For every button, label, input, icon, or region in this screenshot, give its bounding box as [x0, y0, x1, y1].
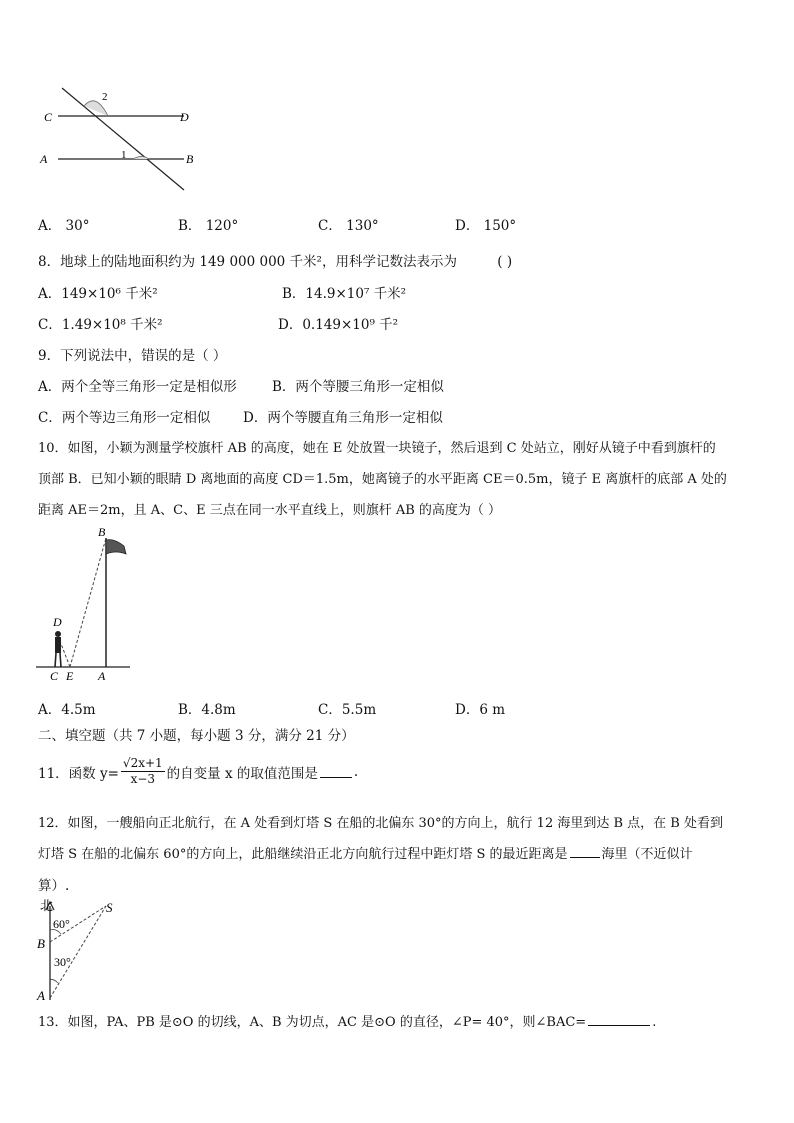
option-text: 6 m — [479, 702, 506, 718]
label-angle-1: 1 — [121, 149, 127, 161]
option-text: 两个等腰直角三角形一定相似 — [267, 410, 443, 426]
label-s: S — [106, 900, 113, 915]
section-heading: 二、填空题（共 7 小题，每小题 3 分，满分 21 分） — [38, 728, 355, 744]
q8-stem-text: 8．地球上的陆地面积约为 149 000 000 千米²，用科学记数法表示为 — [38, 254, 457, 270]
option-letter: A． — [38, 286, 62, 302]
label-a: A — [98, 669, 106, 683]
q10-line-3: 距离 AE＝2m，且 A、C、E 三点在同一水平直线上，则旗杆 AB 的高度为（ ） — [38, 503, 502, 518]
label-b: B — [186, 152, 194, 166]
option-text: 130° — [346, 218, 379, 234]
option-text: 4.8m — [201, 702, 236, 718]
option-text: 两个等腰三角形一定相似 — [295, 379, 444, 395]
reflection-ray-eb — [70, 538, 106, 667]
q9-option-b[interactable] — [272, 375, 444, 395]
option-text: 两个全等三角形一定是相似形 — [61, 379, 237, 395]
q8-option-d[interactable] — [278, 313, 398, 333]
option-text: 14.9×10⁷ 千米² — [305, 286, 407, 302]
angle-2-arc — [84, 101, 108, 116]
label-e: E — [66, 669, 74, 683]
option-letter: C． — [318, 702, 342, 718]
option-letter: D． — [455, 218, 480, 234]
q13-answer-blank[interactable] — [588, 1013, 650, 1026]
option-letter: B． — [178, 218, 202, 234]
label-angle-2: 2 — [102, 91, 108, 103]
option-text: 150° — [483, 218, 517, 234]
q12-line-2a: 灯塔 S 在船的北偏东 60°的方向上，此船继续沿正北方向航行过程中距灯塔 S 的最近距离是 — [38, 847, 568, 862]
option-text: 0.149×10⁹ 千² — [302, 317, 399, 333]
label-b: B — [98, 525, 106, 539]
option-letter: B． — [282, 286, 306, 302]
angle-1-arc — [133, 157, 149, 160]
person-figure — [55, 631, 61, 667]
q13-text: 13．如图，PA、PB 是⊙O 的切线，A、B 为切点，AC 是⊙O 的直径，∠P= 40°，则∠BAC= — [38, 1015, 587, 1030]
option-text: 1.49×10⁸ 千米² — [61, 317, 163, 333]
option-letter: D． — [243, 410, 268, 426]
option-letter: C． — [38, 317, 62, 333]
q11-numerator: √2x+1 — [122, 756, 163, 770]
label-d: D — [53, 615, 62, 629]
q12-line-2b: 海里（不近似计 — [601, 847, 693, 862]
q10-option-c[interactable] — [318, 698, 376, 718]
label-c: C — [44, 110, 53, 124]
option-letter: A． — [38, 379, 62, 395]
option-text: 两个等边三角形一定相似 — [61, 410, 211, 426]
q10-line-1: 10．如图，小颖为测量学校旗杆 AB 的高度，她在 E 处放置一块镜子，然后退到 C 处站立，刚好从镜子中看到旗杆的 — [38, 441, 716, 456]
label-north: 北 — [40, 898, 54, 913]
q10-line-2: 顶部 B．已知小颖的眼睛 D 离地面的高度 CD＝1.5m，她离镜子的水平距离 CE＝0.5m，镜子 E 离旗杆的底部 A 处的 — [38, 472, 727, 487]
q13 — [38, 1011, 656, 1030]
angle-30-arc — [50, 979, 58, 983]
label-d: D — [180, 110, 189, 124]
label-b: B — [37, 936, 45, 951]
q11-fraction — [121, 756, 165, 787]
label-a: A — [37, 988, 45, 1003]
q11 — [38, 756, 358, 787]
q7-option-d[interactable] — [455, 214, 516, 234]
q8-option-a[interactable] — [38, 282, 158, 302]
q8-option-c[interactable] — [38, 313, 163, 333]
q12-answer-blank[interactable] — [570, 845, 600, 858]
q7-option-b[interactable] — [178, 214, 238, 234]
option-letter: A． — [38, 218, 62, 234]
q7-option-a[interactable] — [38, 214, 89, 234]
flag — [106, 540, 126, 554]
q8-option-b[interactable] — [282, 282, 406, 302]
q8-answer-paren: ( ) — [497, 254, 513, 270]
q9-option-a[interactable] — [38, 375, 237, 395]
option-letter: C． — [318, 218, 342, 234]
q11-end: . — [353, 763, 359, 780]
q9-option-d[interactable] — [243, 406, 443, 426]
option-text: 120° — [205, 218, 239, 234]
q9-stem: 9．下列说法中，错误的是（ ） — [38, 348, 227, 364]
q12-line-2 — [38, 843, 693, 862]
option-letter: C． — [38, 410, 62, 426]
q10-option-b[interactable] — [178, 698, 236, 718]
option-text: 5.5m — [341, 702, 377, 718]
option-letter: B． — [178, 702, 202, 718]
lighthouse-figure — [34, 896, 124, 1006]
q12-line-3: 算）. — [38, 878, 70, 894]
q8-stem — [38, 250, 512, 270]
transversal-line — [62, 88, 184, 190]
label-c: C — [50, 669, 59, 683]
parallel-lines-figure — [36, 84, 196, 194]
q9-option-c[interactable] — [38, 406, 210, 426]
q12-line-1: 12．如图，一艘船向正北航行，在 A 处看到灯塔 S 在船的北偏东 30°的方向上，航行 12 海里到达 B 点，在 B 处看到 — [38, 816, 723, 831]
label-angle-60: 60° — [53, 917, 70, 931]
q11-prefix: 11．函数 y= — [38, 765, 119, 782]
option-letter: D． — [278, 317, 303, 333]
option-letter: D． — [455, 702, 480, 718]
option-letter: A． — [38, 702, 62, 718]
label-angle-30: 30° — [54, 955, 71, 969]
option-text: 149×10⁶ 千米² — [61, 286, 158, 302]
option-text: 30° — [65, 218, 90, 234]
q11-suffix: 的自变量 x 的取值范围是 — [166, 765, 318, 782]
q10-option-d[interactable] — [455, 698, 505, 718]
q10-option-a[interactable] — [38, 698, 96, 718]
q7-option-c[interactable] — [318, 214, 379, 234]
flagpole-figure — [34, 524, 134, 684]
q11-denominator: x−3 — [130, 772, 156, 786]
option-text: 4.5m — [61, 702, 96, 718]
q11-answer-blank[interactable] — [320, 765, 352, 778]
option-letter: B． — [272, 379, 296, 395]
label-a: A — [40, 152, 48, 166]
q13-end: . — [652, 1015, 657, 1030]
